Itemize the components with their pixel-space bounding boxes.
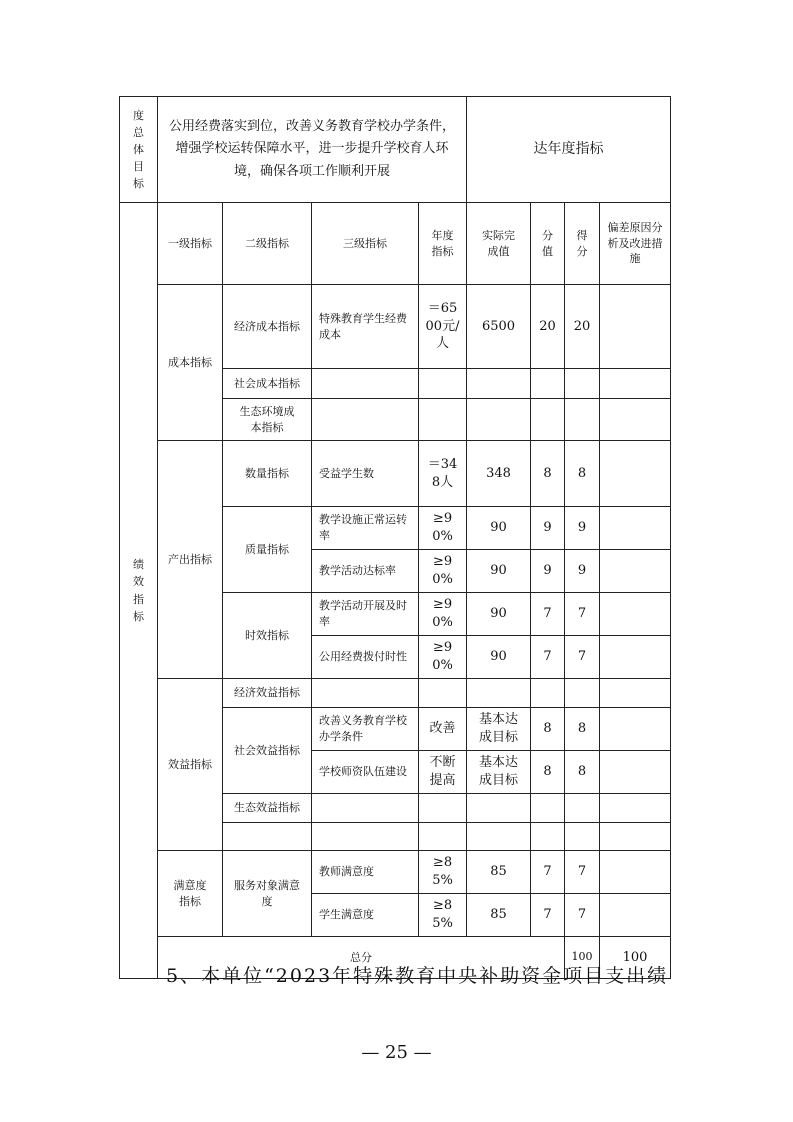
reason-cell <box>600 636 671 679</box>
score-cell <box>565 794 600 823</box>
actual-cell: 90 <box>467 593 531 636</box>
level2-economic-benefit: 经济效益指标 <box>223 679 312 708</box>
weight-cell: 7 <box>531 851 565 894</box>
weight-cell <box>531 399 565 441</box>
target-cell <box>419 794 467 823</box>
score-cell: 8 <box>565 751 600 794</box>
level3-cell: 教师满意度 <box>312 851 419 894</box>
target-cell <box>419 679 467 708</box>
target-cell: ＝6500元/人 <box>419 285 467 369</box>
actual-cell: 6500 <box>467 285 531 369</box>
target-cell: ≥90% <box>419 550 467 593</box>
weight-cell: 7 <box>531 636 565 679</box>
level3-cell: 公用经费拨付时性 <box>312 636 419 679</box>
reason-cell <box>600 794 671 823</box>
header-actual: 实际完成值 <box>467 203 531 285</box>
footer-paragraph: 5、本单位“2023年特殊教育中央补助资金项目支出绩 <box>166 965 669 987</box>
score-cell: 9 <box>565 507 600 550</box>
score-cell: 7 <box>565 851 600 894</box>
level1-benefit: 效益指标 <box>158 679 223 851</box>
goal-label: 度总体目标 <box>120 97 158 203</box>
reason-cell <box>600 399 671 441</box>
reason-cell <box>600 708 671 751</box>
weight-cell: 8 <box>531 751 565 794</box>
score-cell <box>565 679 600 708</box>
reason-cell <box>600 441 671 507</box>
weight-cell: 20 <box>531 285 565 369</box>
goal-text: 公用经费落实到位，改善义务教育学校办学条件，增强学校运转保障水平，进一步提升学校育人环境，确保各项工作顺利开展 <box>158 97 467 203</box>
weight-cell: 7 <box>531 593 565 636</box>
level2-quality: 质量指标 <box>223 507 312 593</box>
actual-cell: 基本达成目标 <box>467 708 531 751</box>
weight-cell: 8 <box>531 708 565 751</box>
score-cell: 20 <box>565 285 600 369</box>
target-cell: ≥85% <box>419 851 467 894</box>
level3-cell <box>312 794 419 823</box>
actual-cell: 85 <box>467 851 531 894</box>
header-score: 得分 <box>565 203 600 285</box>
actual-cell <box>467 369 531 399</box>
level2-service-satisfaction: 服务对象满意度 <box>223 851 312 937</box>
score-cell: 7 <box>565 593 600 636</box>
target-cell <box>419 399 467 441</box>
actual-cell <box>467 794 531 823</box>
level3-cell: 受益学生数 <box>312 441 419 507</box>
level1-satisfaction: 满意度指标 <box>158 851 223 937</box>
total-score: 100 <box>600 937 671 979</box>
reason-cell <box>600 593 671 636</box>
header-level3: 三级指标 <box>312 203 419 285</box>
weight-cell: 7 <box>531 894 565 937</box>
target-cell: 不断提高 <box>419 751 467 794</box>
header-weight: 分值 <box>531 203 565 285</box>
reason-cell <box>600 851 671 894</box>
actual-cell: 348 <box>467 441 531 507</box>
target-cell: 改善 <box>419 708 467 751</box>
actual-cell: 85 <box>467 894 531 937</box>
target-cell: ＝348人 <box>419 441 467 507</box>
level3-cell: 学生满意度 <box>312 894 419 937</box>
performance-table <box>119 96 671 979</box>
score-cell: 7 <box>565 894 600 937</box>
goal-status: 达年度指标 <box>467 97 671 203</box>
level3-cell <box>312 399 419 441</box>
level2-eco-benefit: 生态效益指标 <box>223 794 312 823</box>
level2-timeliness: 时效指标 <box>223 593 312 679</box>
spacer-cell <box>223 823 312 851</box>
reason-cell <box>600 823 671 851</box>
level3-cell <box>312 679 419 708</box>
score-cell <box>565 399 600 441</box>
total-weight: 100 <box>565 937 600 979</box>
section-label: 绩效指标 <box>120 203 158 979</box>
header-level1: 一级指标 <box>158 203 223 285</box>
level3-cell: 教学活动开展及时率 <box>312 593 419 636</box>
reason-cell <box>600 285 671 369</box>
level2-social-benefit: 社会效益指标 <box>223 708 312 794</box>
level1-output: 产出指标 <box>158 441 223 679</box>
level3-cell: 改善义务教育学校办学条件 <box>312 708 419 751</box>
level2-quantity: 数量指标 <box>223 441 312 507</box>
score-cell: 8 <box>565 441 600 507</box>
score-cell <box>565 823 600 851</box>
header-level2: 二级指标 <box>223 203 312 285</box>
actual-cell <box>467 399 531 441</box>
actual-cell: 90 <box>467 507 531 550</box>
score-cell <box>565 369 600 399</box>
target-cell: ≥90% <box>419 593 467 636</box>
total-label: 总分 <box>158 937 565 979</box>
level2-social-cost: 社会成本指标 <box>223 369 312 399</box>
reason-cell <box>600 550 671 593</box>
weight-cell: 8 <box>531 441 565 507</box>
header-reason: 偏差原因分析及改进措施 <box>600 203 671 285</box>
level3-cell <box>312 823 419 851</box>
header-target: 年度指标 <box>419 203 467 285</box>
score-cell: 9 <box>565 550 600 593</box>
actual-cell: 90 <box>467 636 531 679</box>
level3-cell: 教学活动达标率 <box>312 550 419 593</box>
target-cell <box>419 823 467 851</box>
weight-cell: 9 <box>531 550 565 593</box>
score-cell: 8 <box>565 708 600 751</box>
reason-cell <box>600 369 671 399</box>
level2-eco-cost: 生态环境成本指标 <box>223 399 312 441</box>
actual-cell: 90 <box>467 550 531 593</box>
level1-cost: 成本指标 <box>158 285 223 441</box>
weight-cell: 9 <box>531 507 565 550</box>
target-cell: ≥90% <box>419 507 467 550</box>
reason-cell <box>600 894 671 937</box>
level2-economic-cost: 经济成本指标 <box>223 285 312 369</box>
level3-cell: 特殊教育学生经费成本 <box>312 285 419 369</box>
actual-cell <box>467 823 531 851</box>
target-cell: ≥85% <box>419 894 467 937</box>
weight-cell <box>531 679 565 708</box>
actual-cell: 基本达成目标 <box>467 751 531 794</box>
target-cell: ≥90% <box>419 636 467 679</box>
level3-cell <box>312 369 419 399</box>
page-number: — 25 — <box>361 1042 432 1063</box>
level3-cell: 学校师资队伍建设 <box>312 751 419 794</box>
actual-cell <box>467 679 531 708</box>
weight-cell <box>531 823 565 851</box>
reason-cell <box>600 751 671 794</box>
target-cell <box>419 369 467 399</box>
weight-cell <box>531 794 565 823</box>
reason-cell <box>600 507 671 550</box>
score-cell: 7 <box>565 636 600 679</box>
weight-cell <box>531 369 565 399</box>
level3-cell: 教学设施正常运转率 <box>312 507 419 550</box>
reason-cell <box>600 679 671 708</box>
